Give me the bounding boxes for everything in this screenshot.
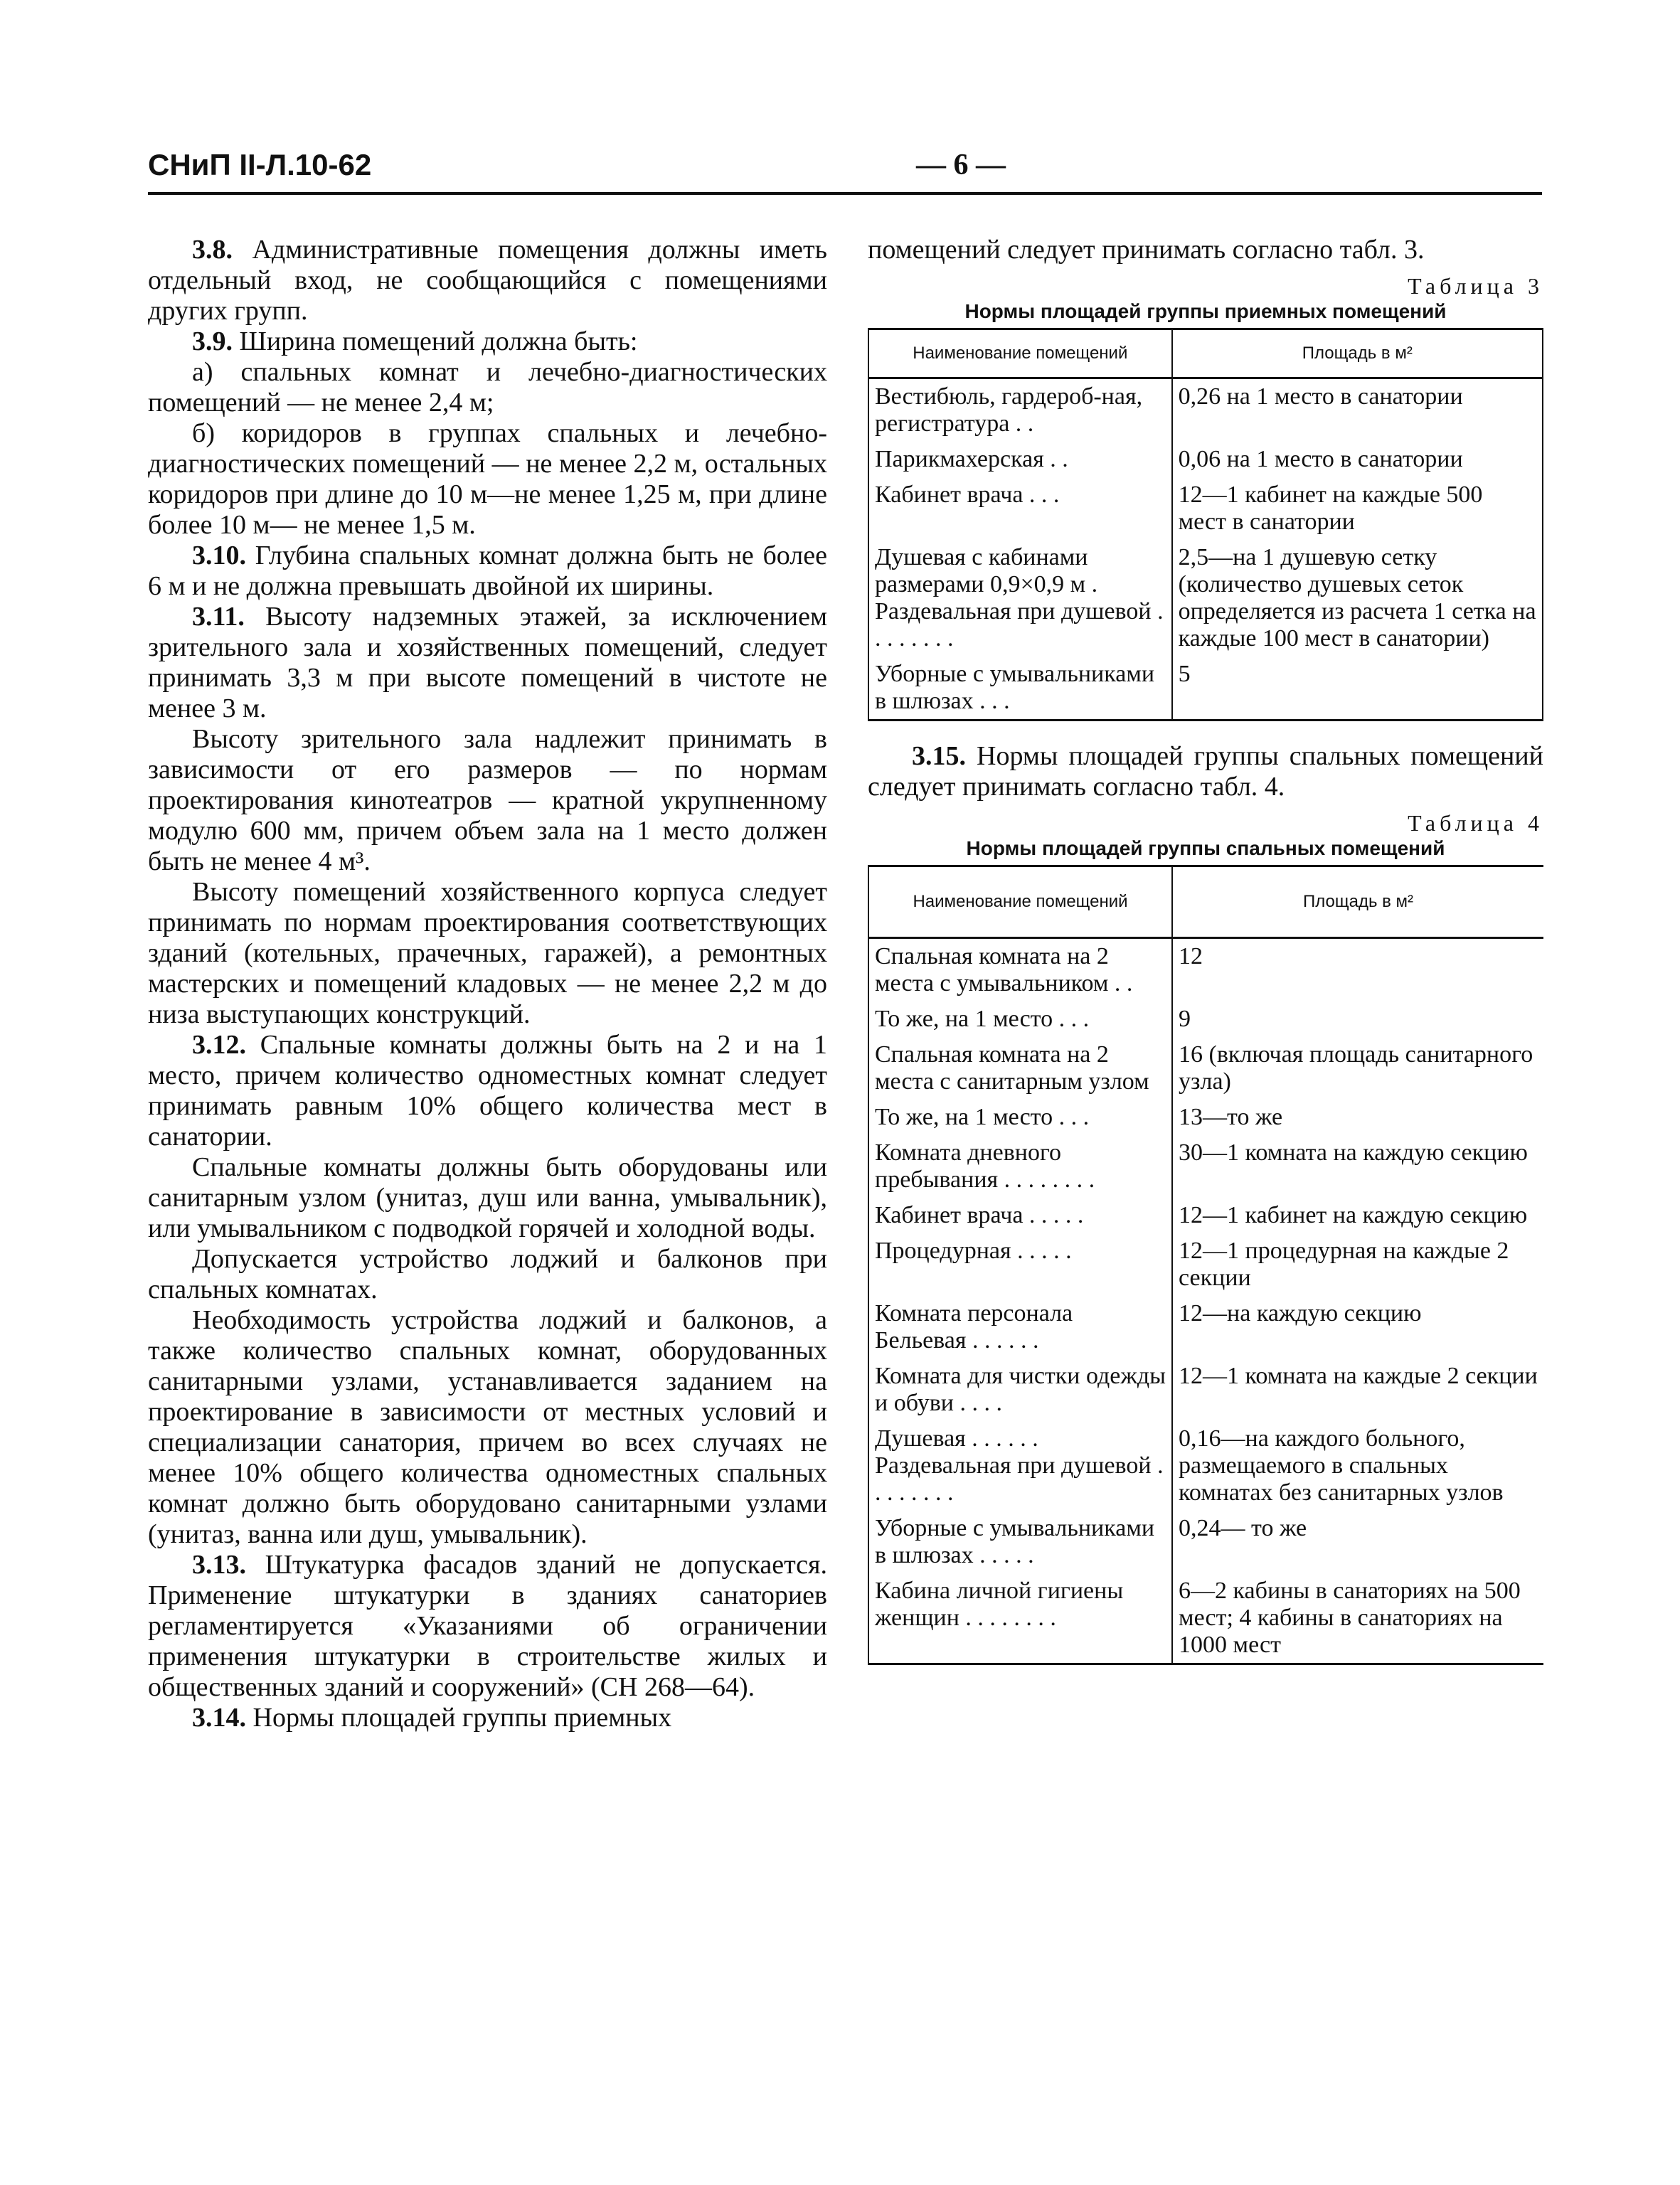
table-cell: Уборные с умывальниками в шлюзах . . . . .: [868, 1511, 1172, 1573]
table-cell: То же, на 1 место . . .: [868, 1100, 1172, 1135]
table-cell: 0,24— то же: [1179, 1515, 1307, 1541]
column-header: Площадь в м²: [1172, 329, 1543, 378]
table-cell: Парикмахерская . .: [868, 442, 1172, 477]
table-row: [868, 1359, 1543, 1421]
column-header: Наименование помещений: [868, 866, 1172, 938]
table-row: [868, 1296, 1543, 1359]
table-cell: 0,26 на 1 место в санатории: [1178, 383, 1463, 410]
table-row: [868, 1233, 1543, 1296]
table-cell: Спальная комната на 2 места с санитарным узлом: [868, 1037, 1172, 1100]
table-title: Нормы площадей группы спальных помещений: [966, 837, 1445, 859]
table-row: [868, 1198, 1543, 1233]
header-rule: [148, 192, 1542, 195]
paragraph: 3.9. Ширина помещений должна быть:: [192, 326, 638, 356]
table-row: [868, 1511, 1543, 1573]
table-caption: Таблица 4: [1408, 810, 1543, 836]
table-cell: Кабина личной гигиены женщин . . . . . . . .: [868, 1573, 1172, 1664]
table-cell: 13—то же: [1179, 1104, 1283, 1130]
page-number: — 6 —: [916, 149, 1006, 181]
table-row: [868, 1421, 1543, 1511]
paragraph: а) спальных комнат и лечебно-диагностических помещений — не менее 2,4 м;: [148, 357, 827, 418]
table-cell: Кабинет врача . . . . .: [868, 1198, 1172, 1233]
table-cell: 9: [1179, 1006, 1191, 1032]
table-cell: Процедурная . . . . .: [868, 1233, 1172, 1296]
table-cell: 12—1 процедурная на каждые 2 секции: [1179, 1238, 1509, 1291]
table-row: [868, 656, 1543, 721]
table-cell: Душевая . . . . . . Раздевальная при душевой . . . . . . . .: [868, 1421, 1172, 1511]
table-row: [868, 938, 1543, 1002]
paragraph: 3.14. Нормы площадей группы приемных: [192, 1703, 672, 1733]
table-cell: 12: [1179, 943, 1203, 969]
table-cell: 16 (включая площадь санитарного узла): [1179, 1041, 1533, 1095]
table-row: [868, 378, 1543, 442]
table-cell: 2,5—на 1 душевую сетку (количество душевых сеток определяется из расчета 1 сетка на каждые 100 мест в санатории): [1178, 544, 1536, 652]
table-cell: Комната для чистки одежды и обуви . . . .: [868, 1359, 1172, 1421]
table-header-row: [868, 329, 1543, 378]
paragraph: 3.12. Спальные комнаты должны быть на 2 и на 1 место, причем количество одноместных комнат следует принимать равным 10% общего количества мест в санатории.: [148, 1030, 827, 1152]
table-3: [868, 328, 1543, 721]
table-row: [868, 1135, 1543, 1198]
paragraph: 3.13. Штукатурка фасадов зданий не допускается. Применение штукатурки в зданиях санаториев регламентируется «Указаниями об ограничении применения штукатурки в строительстве жилых и общественных зданий и сооружений» (СН 268—64).: [148, 1550, 827, 1702]
table-cell: Уборные с умывальниками в шлюзах . . .: [868, 656, 1172, 721]
paragraph: 3.8. Административные помещения должны иметь отдельный вход, не сообщающийся с помещениями других групп.: [148, 235, 827, 326]
table-cell: 0,06 на 1 место в санатории: [1178, 446, 1463, 472]
table-cell: 12—на каждую секцию: [1179, 1300, 1422, 1327]
table-row: [868, 1037, 1543, 1100]
table-row: [868, 477, 1543, 540]
column-header: Площадь в м²: [1172, 866, 1543, 938]
table-cell: 6—2 кабины в санаториях на 500 мест; 4 кабины в санаториях на 1000 мест: [1179, 1578, 1521, 1658]
left-column: [148, 235, 827, 1733]
table-cell: Кабинет врача . . .: [868, 477, 1172, 540]
table-cell: То же, на 1 место . . .: [868, 1001, 1172, 1037]
table-cell: 30—1 комната на каждую секцию: [1179, 1139, 1528, 1166]
table-cell: 12—1 комната на каждые 2 секции: [1179, 1363, 1538, 1389]
paragraph: Допускается устройство лоджий и балконов при спальных комнатах.: [148, 1244, 827, 1304]
table-title: Нормы площадей группы приемных помещений: [964, 300, 1447, 322]
table-row: [868, 1001, 1543, 1037]
paragraph: 3.15. Нормы площадей группы спальных помещений следует принимать согласно табл. 4.: [868, 741, 1543, 802]
table-cell: Спальная комната на 2 места с умывальником . .: [868, 938, 1172, 1002]
table-cell: 12—1 кабинет на каждую секцию: [1179, 1202, 1528, 1228]
page-header: [148, 148, 1542, 198]
table-row: [868, 1573, 1543, 1664]
table-row: [868, 1100, 1543, 1135]
table-cell: Комната персонала Бельевая . . . . . .: [868, 1296, 1172, 1359]
right-column: [868, 235, 1543, 1665]
table-cell: Комната дневного пребывания . . . . . . . .: [868, 1135, 1172, 1198]
table-row: [868, 442, 1543, 477]
paragraph: 3.11. Высоту надземных этажей, за исключением зрительного зала и хозяйственных помещений, следует принимать 3,3 м при высоте помещений в чистоте не менее 3 м.: [148, 602, 827, 723]
table-cell: 12—1 кабинет на каждые 500 мест в санатории: [1178, 482, 1483, 535]
table-cell: 0,16—на каждого больного, размещаемого в спальных комнатах без санитарных узлов: [1179, 1425, 1504, 1506]
table-header-row: [868, 866, 1543, 938]
table-cell: Душевая с кабинами размерами 0,9×0,9 м . Раздевальная при душевой . . . . . . . .: [868, 540, 1172, 656]
table-cell: 5: [1178, 661, 1191, 687]
paragraph: Высоту зрительного зала надлежит принимать в зависимости от его размеров — по нормам проектирования кинотеатров — кратной укрупненному модулю 600 мм, причем объем зала на 1 место должен быть не менее 4 м³.: [148, 724, 827, 876]
table-4: [868, 865, 1543, 1665]
paragraph: б) коридоров в группах спальных и лечебно-диагностических помещений — не менее 2,2 м, остальных коридоров при длине до 10 м—не менее 1,25 м, при длине более 10 м— не менее 1,5 м.: [148, 418, 827, 540]
table-caption: Таблица 3: [1408, 273, 1543, 299]
column-header: Наименование помещений: [868, 329, 1172, 378]
paragraph: Необходимость устройства лоджий и балконов, а также количество спальных комнат, оборудованных санитарными узлами, устанавливается заданием на проектирование в зависимости от местных условий и специализации санатория, причем во всех случаях не менее 10% общего количества одноместных спальных комнат должно быть оборудовано санитарными узлами (унитаз, ванна или душ, умывальник).: [148, 1305, 827, 1549]
paragraph: 3.10. Глубина спальных комнат должна быть не более 6 м и не должна превышать двойной их ширины.: [148, 541, 827, 601]
table-row: [868, 540, 1543, 656]
table-cell: Вестибюль, гардероб-ная, регистратура . .: [868, 378, 1172, 442]
paragraph: Высоту помещений хозяйственного корпуса следует принимать по нормам проектирования соответствующих зданий (котельных, прачечных, гаражей), а ремонтных мастерских и помещений кладовых — не менее 2,2 м до низа выступающих конструкций.: [148, 877, 827, 1029]
document-code: СНиП II-Л.10-62: [148, 148, 372, 181]
paragraph: Спальные комнаты должны быть оборудованы или санитарным узлом (унитаз, душ или ванна, умывальник), или умывальником с подводкой горячей и холодной воды.: [148, 1152, 827, 1243]
paragraph: помещений следует принимать согласно табл. 3.: [868, 235, 1425, 265]
